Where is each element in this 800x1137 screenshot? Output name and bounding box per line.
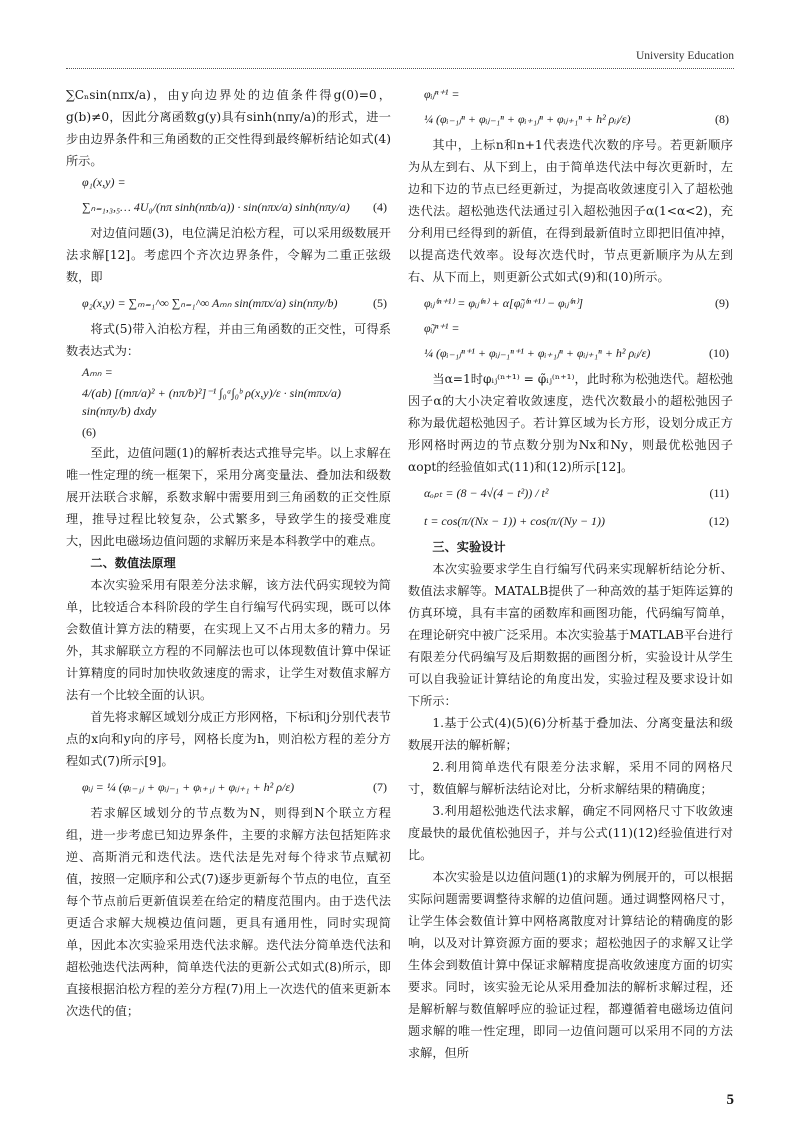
paragraph: 其中，上标n和n+1代表迭代次数的序号。若更新顺序为从左到右、从下到上，由于简单迭代法中每次更新时，左边和下边的节点已经更新过，为提高收敛速度引入了超松弛迭代法。超松弛迭代法通过引入超松弛因子α(1<α<2)，充分利用已经得到的新值，在得到最新值时立即把旧值冲掉，以提高迭代效率。设每次迭代时，节点更新顺序为从左到右、从下而上，则更新公式如式(9)和(10)所示。 — [408, 138, 733, 284]
equation-7 — [66, 774, 391, 800]
equation-12-body: t = cos(π/(Nx − 1)) + cos(π/(Ny − 1)) — [424, 514, 606, 528]
equation-6-number: (6) — [82, 425, 96, 439]
journal-header: University Education — [635, 50, 734, 62]
list-item: 2.利用简单迭代有限差分法求解，采用不同的网格尺寸，数值解与解析法结论对比，分析求解结果的精确度； — [408, 760, 733, 796]
paragraph: 将式(5)带入泊松方程，并由三角函数的正交性，可得系数表达式为： — [66, 322, 391, 358]
equation-10-body: ¼ (φᵢ₋₁ⱼⁿ⁺¹ + φᵢⱼ₋₁ⁿ⁺¹ + φᵢ₊₁ⱼⁿ + φᵢⱼ₊₁ⁿ + h² ρᵢⱼ/ε) — [424, 346, 651, 360]
equation-10-number: (10) — [709, 346, 729, 360]
equation-10 — [408, 340, 733, 366]
equation-9 — [408, 290, 733, 316]
paragraph: 本次实验采用有限差分法求解，该方法代码实现较为简单，比较适合本科阶段的学生自行编写代码实现，既可以体会数值计算方法的精要，在实现上又不占用太多的精力。另外，其求解联立方程的不同解法也可以体现数值计算中保证计算精度的同时加快收敛速度的需求，让学生对数值求解方法有一个比较全面的认识。 — [66, 578, 391, 702]
equation-4 — [66, 194, 391, 220]
equation-8-lhs: φᵢⱼⁿ⁺¹ = — [424, 87, 460, 101]
list-item: 3.利用超松弛迭代法求解，确定不同网格尺寸下收敛速度最快的最优值松弛因子，并与公式(11)(12)经验值进行对比。 — [408, 804, 733, 862]
equation-7-number: (7) — [373, 780, 387, 794]
paragraph: 至此，边值问题(1)的解析表达式推导完毕。以上求解在唯一性定理的统一框架下，采用分离变量法、叠加法和级数展开法联合求解，系数求解中需要用到三角函数的正交性原理，推导过程比较复杂，公式繁多，导致学生的接受难度大，因此电磁场边值问题的求解历来是本科教学中的难点。 — [66, 446, 391, 548]
equation-12-number: (12) — [709, 514, 729, 528]
paragraph: ∑Cₙsin(nπx/a)，由y向边界处的边值条件得g(0)=0，g(b)≠0，因此分离函数g(y)具有sinh(nπy/a)的形式，进一步由边界条件和三角函数的正交性得到最终解析结论如式(4)所示。 — [66, 88, 391, 168]
paragraph: 当α=1时φᵢⱼ⁽ⁿ⁺¹⁾ = φ̃ᵢⱼ⁽ⁿ⁺¹⁾，此时称为松弛迭代。超松弛因子α的大小决定着收敛速度，迭代次数最小的超松弛因子称为最优超松弛因子。若计算区域为长方形，设划分成正方形网格时两边的节点数分别为Nx和Ny，则最优松弛因子αopt的经验值如式(11)和(12)所示[12]。 — [408, 372, 733, 474]
equation-10-lhs: φ̃ᵢⱼⁿ⁺¹ = — [424, 321, 460, 335]
equation-4-lhs: φ₁(x,y) = — [82, 175, 126, 189]
equation-6-lhs: Aₘₙ = — [82, 365, 113, 379]
list-item: 1.基于公式(4)(5)(6)分析基于叠加法、分离变量法和级数展开法的解析解； — [408, 716, 733, 752]
equation-8 — [408, 106, 733, 132]
equation-11-number: (11) — [709, 486, 729, 500]
equation-11-body: αₒₚₜ = (8 − 4√(4 − t²)) / t² — [424, 486, 549, 500]
equation-7-body: φᵢⱼ = ¼ (φᵢ₋₁ⱼ + φᵢⱼ₋₁ + φᵢ₊₁ⱼ + φᵢⱼ₊₁ + h² ρ/ε) — [82, 780, 295, 794]
paragraph: 若求解区域划分的节点数为N，则得到N个联立方程组，进一步考虑已知边界条件，主要的求解方法包括矩阵求逆、高斯消元和迭代法。迭代法是先对每个待求节点赋初值，按照一定顺序和公式(7)逐步更新每个节点的电位，直至每个节点前后更新值误差在给定的精度范围内。由于迭代法更适合求解大规模边值问题，更具有通用性，同时实现简单，因此本次实验采用迭代法求解。迭代法分简单迭代法和超松弛迭代法两种，简单迭代法的更新公式如式(8)所示，即直接根据泊松方程的差分方程(7)用上一次迭代的值来更新本次迭代的值； — [66, 806, 391, 1018]
paragraph: 首先将求解区域划分成正方形网格，下标i和j分别代表节点的x向和y向的序号，网格长度为h，则泊松方程的差分方程如式(7)所示[9]。 — [66, 710, 391, 768]
equation-6-body: 4/(ab) [(mπ/a)² + (nπ/b)²]⁻¹ ∫₀ᵃ∫₀ᵇ ρ(x,y)/ε · sin(mπx/a) sin(nπy/b) dxdy — [82, 386, 341, 418]
paragraph: 对边值问题(3)，电位满足泊松方程，可以采用级数展开法求解[12]。考虑四个齐次边界条件，令解为二重正弦级数，即 — [66, 226, 391, 284]
page-number: 5 — [726, 1092, 734, 1108]
right-column — [408, 84, 733, 1064]
equation-11 — [408, 480, 733, 506]
paragraph: 本次实验是以边值问题(1)的求解为例展开的，可以根据实际问题需要调整待求解的边值问题。通过调整网格尺寸，让学生体会数值计算中网格离散度对计算结论的精确度的影响，以及对计算资源方面的要求；超松弛因子的求解又让学生体会到数值计算中保证求解精度提高收敛速度方面的切实要求。同时，该实验无论从采用叠加法的解析求解过程，还是解析解与数值解呼应的验证过程，都遵循着电磁场边值问题求解的唯一性定理，即同一边值问题可以采用不同的方法求解，但所 — [408, 870, 733, 1060]
equation-5 — [66, 290, 391, 316]
left-column — [66, 84, 391, 1022]
equation-8-body: ¼ (φᵢ₋₁ⱼⁿ + φᵢⱼ₋₁ⁿ + φᵢ₊₁ⱼⁿ + φᵢⱼ₊₁ⁿ + h² ρᵢⱼ/ε) — [424, 112, 631, 126]
equation-5-number: (5) — [373, 296, 387, 310]
paragraph: 本次实验要求学生自行编写代码来实现解析结论分析、数值法求解等。MATALB提供了一种高效的基于矩阵运算的仿真环境，具有丰富的函数库和画图功能，代码编写简单，在理论研究中被广泛采用。本次实验基于MATLAB平台进行有限差分代码编写及后期数据的画图分析，实验设计从学生可以自我验证计算结论的角度出发，实验过程及要求设计如下所示： — [408, 562, 733, 708]
header-divider — [66, 68, 734, 69]
section-heading: 二、数值法原理 — [90, 556, 176, 570]
section-heading: 三、实验设计 — [432, 540, 506, 554]
equation-5-body: φ₂(x,y) = ∑ₘ₌₁^∞ ∑ₙ₌₁^∞ Aₘₙ sin(mπx/a) sin(nπy/b) — [82, 296, 338, 310]
equation-6 — [66, 384, 391, 420]
equation-8-number: (8) — [715, 112, 729, 126]
equation-9-number: (9) — [715, 296, 729, 310]
equation-12 — [408, 508, 733, 534]
equation-4-body: ∑ₙ₌₁,₃,₅… 4U₀/(nπ sinh(nπb/a)) · sin(nπx/a) sinh(nπy/a) — [82, 200, 350, 214]
equation-9-body: φᵢⱼ⁽ⁿ⁺¹⁾ = φᵢⱼ⁽ⁿ⁾ + α[φ̃ᵢⱼ⁽ⁿ⁺¹⁾ − φᵢⱼ⁽ⁿ⁾] — [424, 296, 584, 310]
equation-4-number: (4) — [373, 200, 387, 214]
